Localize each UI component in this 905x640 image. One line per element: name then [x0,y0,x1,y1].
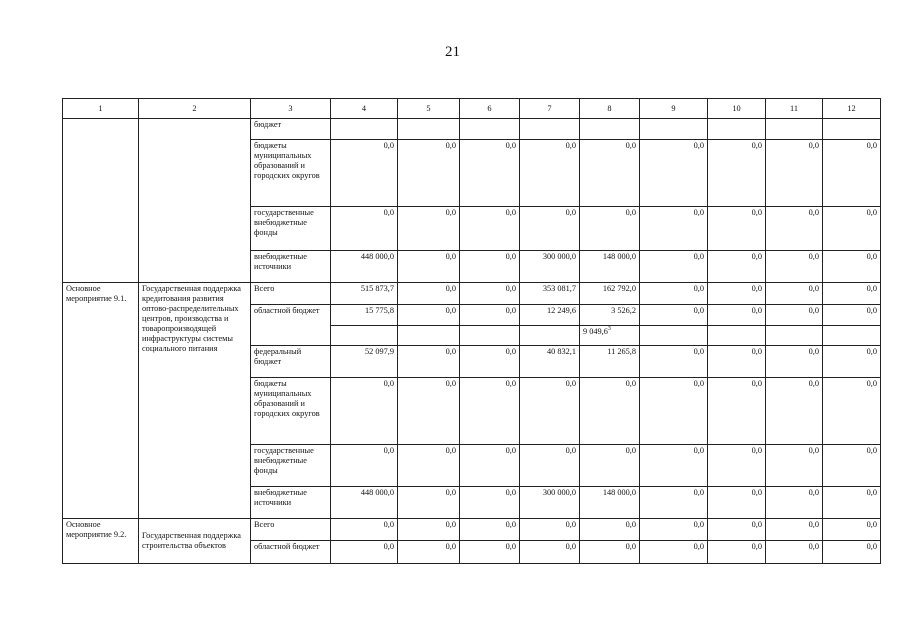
value-cell: 11 265,8 [580,346,640,378]
source-cell: бюджет [251,119,331,140]
value-cell: 0,0 [823,283,881,305]
col-header: 7 [520,99,580,119]
value-cell: 0,0 [460,283,520,305]
value-cell: 0,0 [640,305,708,326]
value-cell: 0,0 [708,140,766,207]
value-cell: 0,0 [766,378,823,445]
value-cell: 0,0 [460,251,520,283]
value-cell: 0,0 [460,519,520,541]
value-cell: 0,0 [640,251,708,283]
value-cell: 0,0 [331,519,398,541]
footnote-mark: 3 [607,326,611,333]
col-header: 11 [766,99,823,119]
value-cell: 0,0 [823,140,881,207]
col-header: 10 [708,99,766,119]
value-cell: 448 000,0 [331,487,398,519]
value-cell: 0,0 [331,140,398,207]
value-cell: 52 097,9 [331,346,398,378]
value-cell: 0,0 [580,541,640,564]
value-cell: 0,0 [640,487,708,519]
value-cell: 0,0 [580,445,640,487]
value-cell: 0,0 [766,445,823,487]
value-cell: 0,0 [460,541,520,564]
value-cell: 0,0 [398,378,460,445]
value-cell: 0,0 [580,207,640,251]
value-cell: 0,0 [331,445,398,487]
value-cell: 0,0 [398,519,460,541]
value-cell: 0,0 [398,541,460,564]
value-cell: 0,0 [640,378,708,445]
col-header: 12 [823,99,881,119]
value-cell: 300 000,0 [520,487,580,519]
description-cell: Государственная поддержка кредитования развития оптово-распределительных центров, производства и товаропроизводящей инфраструктуры системы социального питания [139,283,251,519]
value-cell: 0,0 [766,207,823,251]
value-cell: 0,0 [823,207,881,251]
value-cell: 0,0 [520,207,580,251]
value-cell: 0,0 [460,346,520,378]
value-cell: 448 000,0 [331,251,398,283]
budget-table [62,98,881,564]
value-cell: 0,0 [708,541,766,564]
value-cell: 0,0 [823,445,881,487]
col-header: 9 [640,99,708,119]
value-cell: 0,0 [398,305,460,326]
col-header: 8 [580,99,640,119]
value-cell: 148 000,0 [580,487,640,519]
source-cell: областной бюджет [251,541,331,564]
value-cell: 353 081,7 [520,283,580,305]
value-cell: 0,0 [640,140,708,207]
value-cell: 0,0 [766,305,823,326]
value-cell: 0,0 [640,519,708,541]
value-cell: 0,0 [460,378,520,445]
table-row [63,519,881,541]
header-row [63,99,881,119]
value-cell: 0,0 [398,207,460,251]
value-cell: 0,0 [460,487,520,519]
value-cell: 0,0 [520,541,580,564]
value-cell: 0,0 [823,378,881,445]
value-cell: 0,0 [708,283,766,305]
table-row [63,119,881,140]
source-cell: Всего [251,519,331,541]
value-cell: 0,0 [398,140,460,207]
source-cell: бюджеты муниципальных образований и городских округов [251,140,331,207]
value-cell: 0,0 [640,346,708,378]
value-cell: 0,0 [460,140,520,207]
value-cell: 0,0 [766,487,823,519]
value-cell: 162 792,0 [580,283,640,305]
value-cell: 0,0 [640,445,708,487]
col-header: 1 [63,99,139,119]
col-header: 4 [331,99,398,119]
value-cell: 0,0 [398,251,460,283]
value-cell: 0,0 [398,487,460,519]
description-cell [139,119,251,283]
table-row [63,283,881,305]
value-cell: 9 049,6$^3$ [580,326,640,346]
value-cell: 0,0 [708,207,766,251]
value-cell: 12 249,6 [520,305,580,326]
value-cell: 0,0 [398,346,460,378]
page-number: 21 [445,44,460,60]
col-header: 5 [398,99,460,119]
value-cell: 0,0 [708,378,766,445]
value-cell: 300 000,0 [520,251,580,283]
value-cell: 15 775,8 [331,305,398,326]
value-cell: 0,0 [823,519,881,541]
value-cell: 0,0 [823,487,881,519]
source-cell: государственные внебюджетные фонды [251,207,331,251]
value-cell: 40 832,1 [520,346,580,378]
value-cell: 0,0 [766,251,823,283]
description-cell: Государственная поддержка строительства объектов [139,519,251,564]
source-cell: областной бюджет [251,305,331,346]
value-cell: 0,0 [640,207,708,251]
value-cell: 0,0 [640,541,708,564]
event-cell: Основное мероприятие 9.2. [63,519,139,564]
value-cell: 0,0 [823,541,881,564]
value-cell: 0,0 [331,207,398,251]
value-cell: 0,0 [823,305,881,326]
event-cell [63,119,139,283]
value-cell: 0,0 [823,251,881,283]
value-cell: 0,0 [708,519,766,541]
source-cell: федеральный бюджет [251,346,331,378]
value-cell: 0,0 [708,346,766,378]
value-cell: 0,0 [766,541,823,564]
value-cell: 0,0 [520,445,580,487]
event-cell: Основное мероприятие 9.1. [63,283,139,519]
value-cell: 0,0 [520,140,580,207]
value-cell: 0,0 [460,207,520,251]
value-cell: 0,0 [823,346,881,378]
source-cell: бюджеты муниципальных образований и городских округов [251,378,331,445]
value-cell: 3 526,2 [580,305,640,326]
col-header: 2 [139,99,251,119]
value-cell: 0,0 [520,378,580,445]
value-cell: 0,0 [460,305,520,326]
value-cell: 0,0 [766,140,823,207]
value-cell: 0,0 [766,519,823,541]
value-cell: 0,0 [331,541,398,564]
value-cell: 0,0 [580,378,640,445]
source-cell: Всего [251,283,331,305]
value-cell: 0,0 [766,346,823,378]
value-cell: 0,0 [398,283,460,305]
value-cell: 0,0 [708,487,766,519]
value-cell: 0,0 [708,305,766,326]
value-cell: 0,0 [520,519,580,541]
source-cell: внебюджетные источники [251,251,331,283]
value-cell: 0,0 [708,251,766,283]
value-cell: 0,0 [331,378,398,445]
value-cell: 0,0 [580,519,640,541]
source-cell: внебюджетные источники [251,487,331,519]
col-header: 6 [460,99,520,119]
value-cell: 0,0 [460,445,520,487]
value-cell: 515 873,7 [331,283,398,305]
value-cell: 0,0 [640,283,708,305]
col-header: 3 [251,99,331,119]
value-cell: 0,0 [398,445,460,487]
source-cell: государственные внебюджетные фонды [251,445,331,487]
value-cell: 0,0 [766,283,823,305]
value-cell: 0,0 [708,445,766,487]
value-cell: 0,0 [580,140,640,207]
value-cell: 148 000,0 [580,251,640,283]
